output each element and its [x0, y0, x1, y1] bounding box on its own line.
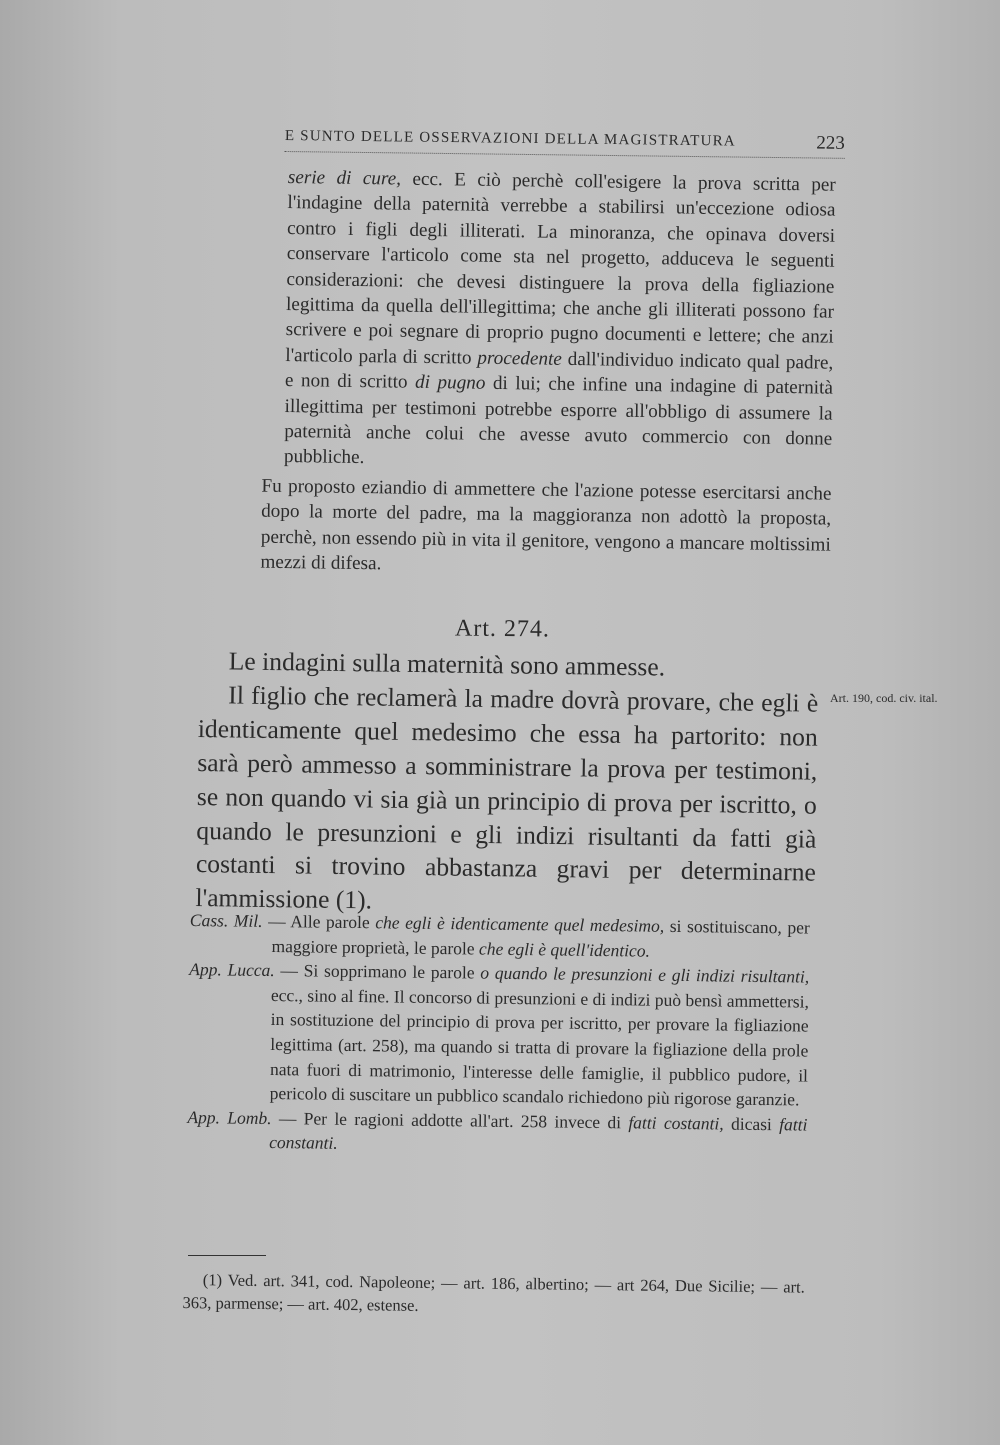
text-span: ecc., sino al fine. Il concorso di presunzioni e di indizi può bensì ammettersi, in sostituzione del principio di prova per iscritto, per provare la figliazione legittima (art. 258), ma quando si tratta di provare la figliazione della prole nata fuori di matrimonio, l'interesse delle famiglie, il pubblico pudore, il pericolo di suscitare un pubblico scandalo richiedono più rigorose garanzie.: [269, 984, 810, 1110]
italic-phrase: che egli è quell'identico.: [478, 938, 651, 961]
text-span: — Per le ragioni addotte all'art. 258 invece di: [271, 1107, 629, 1133]
footnote-rule: [188, 1255, 266, 1256]
article-text: [195, 644, 819, 924]
text-span: di lui; che infine una indagine di paternità illegittima per testimoni potrebbe esporre all'obbligo di assumere la paternità anche colui che avesse avuto commercio con donne pubbliche.: [283, 373, 834, 469]
text-span: ecc. E ciò perchè coll'esigere la prova scritta per l'indagine della paternità verrebbe a stabilirsi un'eccezione odiosa contro i figli degli illiterati. La minoranza, che opinava doversi conservare l'articolo come sta nel progetto, adduceva le seguenti considerazioni: che devesi distinguere la prova della figliazione legittima da quella dell'illegittima; che anche gli illiterati possono far scrivere e poi segnare di proprio pugno documenti e lettere; che anzi l'articolo parla di scritto: [285, 168, 836, 369]
commentary-text: [260, 165, 836, 583]
note-source: App. Lucca.: [189, 959, 275, 981]
note-source: App. Lomb.: [187, 1106, 272, 1128]
footnote-text: (1) Ved. art. 341, cod. Napoleone; — art. 186, albertino; — art 264, Due Sicilie; — art. 363, parmense; — art. 402, estense.: [182, 1270, 805, 1315]
article-title: Art. 274.: [454, 615, 551, 643]
italic-phrase: procedente: [477, 347, 563, 370]
text-span: — Alle parole: [262, 910, 376, 933]
text-span: dicasi: [723, 1113, 780, 1134]
commentary-paragraph-1: [284, 165, 836, 477]
footnote: [182, 1268, 805, 1322]
italic-phrase: o quando le presunzioni e gli indizi risultanti,: [480, 962, 810, 987]
margin-note: Art. 190, cod. civ. ital.: [830, 691, 938, 705]
page-number: 223: [816, 132, 845, 154]
running-title: E SUNTO DELLE OSSERVAZIONI DELLA MAGISTRATURA: [284, 128, 736, 150]
commentary-paragraph-2: Fu proposto eziandio di ammettere che l'azione potesse esercitarsi anche dopo la morte del padre, ma la maggioranza non adottò la proposta, perchè, non essendo più in vita il genitore, vengono a mancare moltissimi mezzi di difesa.: [260, 475, 832, 575]
article-paragraph-1: Le indagini sulla maternità sono ammesse.: [228, 646, 666, 682]
running-header: [285, 128, 845, 159]
italic-phrase: che egli è identicamente quel medesimo,: [375, 912, 665, 936]
italic-phrase: serie di cure,: [287, 166, 402, 190]
italic-phrase: fatti constanti.: [269, 1113, 808, 1154]
observation-note: [189, 908, 810, 965]
court-observations: [187, 908, 810, 1161]
article-paragraph-2: Il figlio che reclamerà la madre dovrà provare, che egli è identicamente quel medesimo che essa ha partorito: non sarà però ammesso a somministrare la prova per testimoni, se non quando vi sia già un principio di prova per iscritto, o quando le presunzioni e gli indizi risultanti da fatti già costanti si trovino abbastanza gravi per determinarne l'ammissione (1).: [195, 680, 819, 915]
observation-note: [188, 957, 810, 1112]
text-span: dall'individuo indicato qual padre, e non di scritto: [284, 348, 834, 394]
italic-phrase: fatti costanti,: [628, 1112, 724, 1134]
text-span: si sostituiscano, per maggiore proprietà, le parole: [271, 915, 810, 959]
observation-note: [187, 1105, 808, 1162]
note-source: Cass. Mil.: [189, 909, 263, 931]
italic-phrase: di pugno: [414, 372, 486, 395]
text-span: — Si sopprimano le parole: [274, 960, 481, 983]
